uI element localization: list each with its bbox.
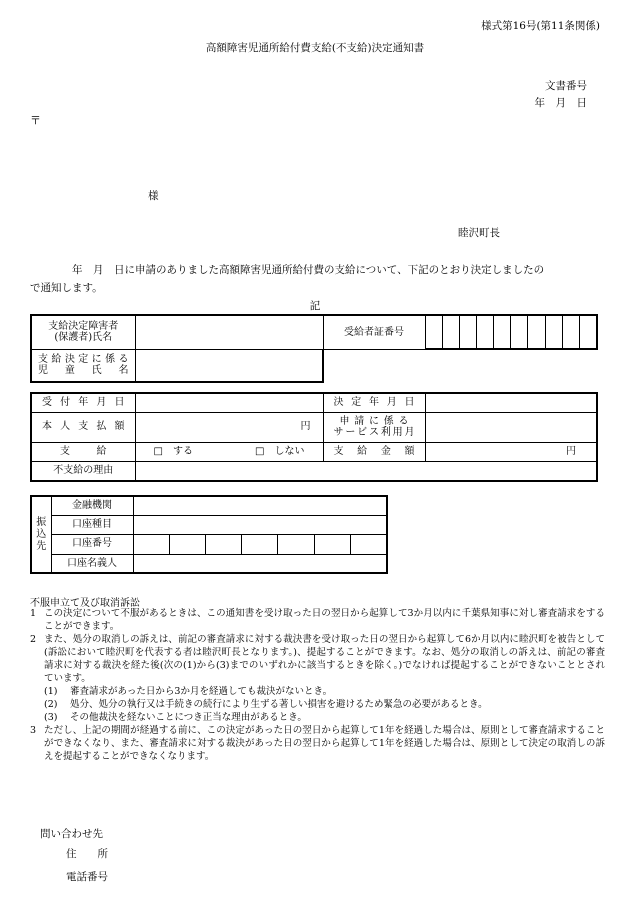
- guardian-name-label: 支給決定障害者 (保護者)氏名: [31, 315, 135, 349]
- payment-label: 支 給: [31, 442, 135, 461]
- postal-mark: 〒: [30, 114, 41, 127]
- sender-mayor: 睦沢町長: [458, 227, 500, 239]
- payment-yes-option[interactable]: □ する: [153, 445, 193, 457]
- bank-transfer-table: [30, 495, 388, 574]
- self-pay-value[interactable]: 円: [135, 412, 323, 442]
- child-name-label: 支給決定に係る 児 童 氏 名: [31, 349, 135, 382]
- account-type-label: 口座種目: [51, 515, 133, 534]
- issue-date-label: 年 月 日: [534, 97, 587, 109]
- guardian-name-value[interactable]: [135, 315, 323, 349]
- received-date-label: 受付年月日: [31, 393, 135, 412]
- appeal-item-3: 3 ただし、上記の期間が経過する前に、この決定があった日の翌日から起算して1年を経過した場合は、原則として審査請求することができなくなり、また、審査請求に対する裁決があった日の翌日から起算して1年を経過した場合は、原則として決定の取消しの訴えを提起することができなくなります。: [30, 725, 605, 762]
- account-no-cells[interactable]: [133, 534, 387, 554]
- intro-line-1: 年 月 日に申請のありました高額障害児通所給付費の支給について、下記のとおり決定しましたの: [72, 264, 545, 276]
- applicant-table: [30, 314, 598, 383]
- intro-line-2: で通知します。: [30, 282, 103, 294]
- payment-choice: [135, 442, 323, 461]
- contact-phone-label: 電話番号: [66, 871, 108, 883]
- document-title: 高額障害児通所給付費支給(不支給)決定通知書: [205, 42, 425, 54]
- pay-amount-value[interactable]: 円: [425, 442, 597, 461]
- checkbox-icon: □: [153, 445, 163, 457]
- form-number: 様式第16号(第11条関係): [481, 20, 600, 32]
- contact-address-label: 住 所: [66, 848, 108, 860]
- decision-date-value[interactable]: [425, 393, 597, 412]
- checkbox-icon: □: [255, 445, 265, 457]
- appeal-heading: 不服申立て及び取消訴訟: [30, 598, 140, 609]
- appeal-item-1: 1 この決定について不服があるときは、この通知書を受け取った日の翌日から起算して3か月以内に千葉県知事に対し審査請求をすることができます。: [30, 608, 605, 632]
- child-name-value[interactable]: [135, 349, 323, 382]
- holder-label: 口座名義人: [51, 554, 133, 573]
- self-pay-label: 本人支払額: [31, 412, 135, 442]
- payment-no-option[interactable]: □ しない: [255, 445, 305, 457]
- decision-table: [30, 392, 598, 482]
- appeal-subitem-3: (3) その他裁決を経ないことにつき正当な理由があるとき。: [44, 712, 307, 723]
- transfer-side-label: 振込先: [31, 496, 51, 573]
- document-number-label: 文書番号: [545, 80, 587, 92]
- honorific-sama: 様: [148, 190, 159, 202]
- reason-label: 不支給の理由: [31, 461, 135, 481]
- account-type-value[interactable]: [133, 515, 387, 534]
- received-date-value[interactable]: [135, 393, 323, 412]
- recipient-no-cells[interactable]: [425, 315, 597, 349]
- decision-date-label: 決定年月日: [323, 393, 425, 412]
- contact-heading: 問い合わせ先: [40, 828, 103, 840]
- appeal-subitem-2: (2) 処分、処分の執行又は手続きの続行により生ずる著しい損害を避けるため緊急の必要があるとき。: [44, 699, 488, 710]
- appeal-notes: [30, 607, 605, 763]
- pay-amount-label: 支給金額: [323, 442, 425, 461]
- appeal-subitem-1: (1) 審査請求があった日から3か月を経過しても裁決がないとき。: [44, 686, 333, 697]
- ki-heading: 記: [309, 300, 321, 312]
- bank-label: 金融機関: [51, 496, 133, 515]
- account-no-label: 口座番号: [51, 534, 133, 554]
- service-month-value[interactable]: [425, 412, 597, 442]
- reason-value[interactable]: [135, 461, 597, 481]
- bank-value[interactable]: [133, 496, 387, 515]
- recipient-no-label: 受給者証番号: [323, 315, 425, 349]
- appeal-item-2: 2 また、処分の取消しの訴えは、前記の審査請求に対する裁決書を受け取った日の翌日から起算して6か月以内に睦沢町を被告として(訴訟において睦沢町を代表する者は睦沢町長となります。)、提起することができます。なお、処分の取消しの訴えは、前記の審査請求に対する裁決を経た後(次の(1)から(3)までのいずれかに該当するときを除く。)でなければ提起することができないこととされています。: [30, 634, 605, 684]
- service-month-label: 申請に係る サービス利用月: [323, 412, 425, 442]
- holder-value[interactable]: [133, 554, 387, 573]
